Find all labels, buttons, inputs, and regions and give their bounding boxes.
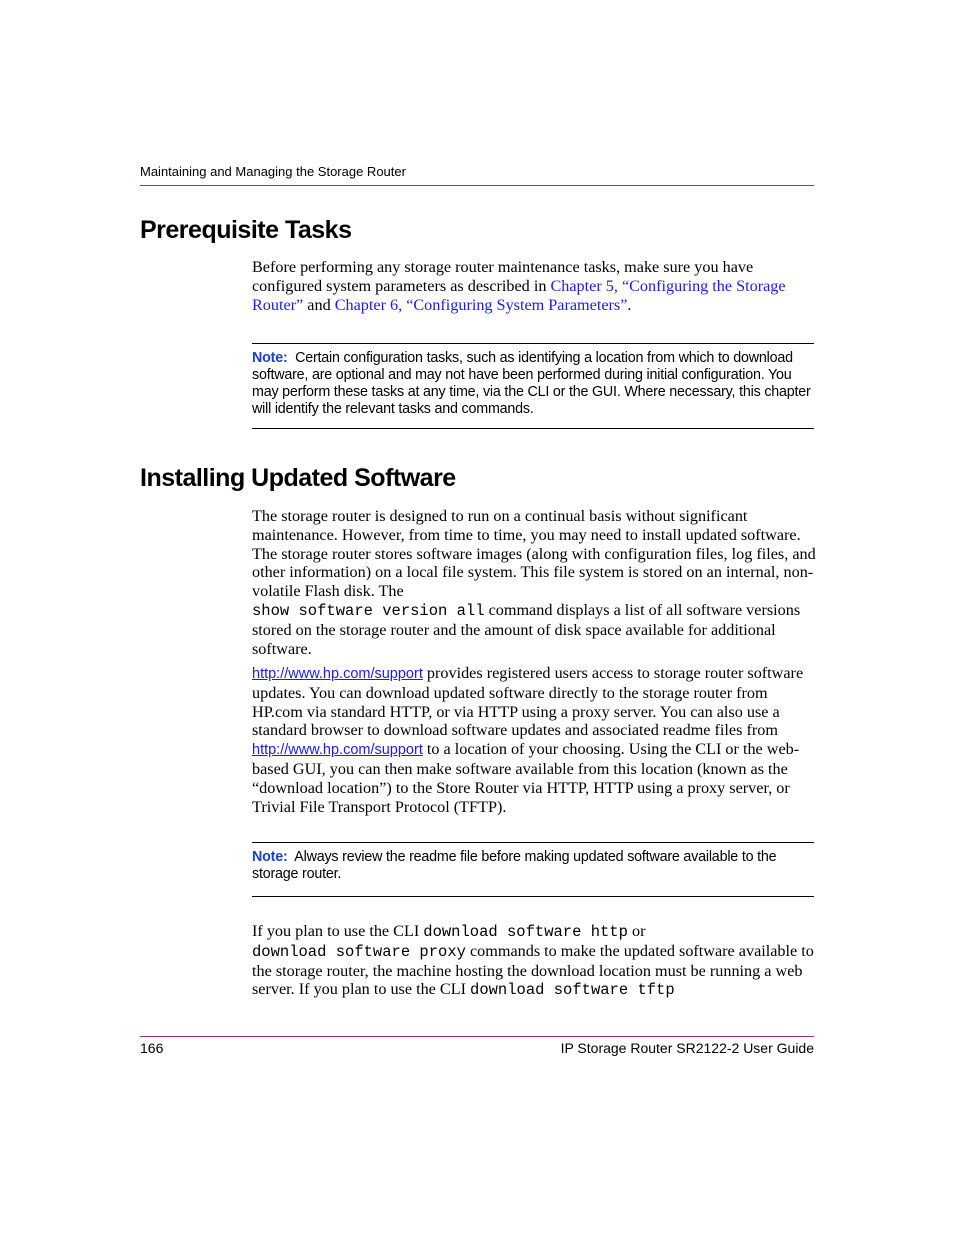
hp-support-link[interactable]: http://www.hp.com/support xyxy=(252,666,423,682)
text-run: . xyxy=(627,295,632,314)
chapter5-link[interactable]: Chapter 5, “Configuring the Storage Router” xyxy=(252,276,786,314)
note-1 xyxy=(252,350,814,418)
text-run: and xyxy=(303,295,335,314)
page-number: 166 xyxy=(140,1040,164,1056)
text-run: The storage router is designed to run on a continual basis without significant maintenance. However, from time to time, you may need to install updated software. The storage router stores software images (along with configuration files, log files, and other information) on a local file system. This file system is stored on an internal, non-volatile Flash disk. The xyxy=(252,507,816,601)
note-box-2 xyxy=(252,842,814,897)
note-2 xyxy=(252,849,814,883)
hp-support-link-2[interactable]: http://www.hp.com/support xyxy=(252,742,423,759)
guide-title: IP Storage Router SR2122-2 User Guide xyxy=(560,1040,814,1056)
text-run: or xyxy=(627,922,646,940)
code-show-software-version: show software version all xyxy=(252,601,485,620)
text-run: commands to make the updated software available to the storage router, the machine hosting the download location must be running a web server. If you plan to use the CLI xyxy=(252,941,814,999)
footer-rule xyxy=(140,1036,814,1037)
code-download-tftp: download software tftp xyxy=(470,981,675,1000)
code-download-http: download software http xyxy=(423,923,628,941)
running-header: Maintaining and Managing the Storage Router xyxy=(140,164,406,179)
text-run: command displays a list of all software versions stored on the storage router and the amount of disk space available for additional software. xyxy=(252,600,801,658)
installing-paragraph-2 xyxy=(252,664,817,816)
text-run: to a location of your choosing. Using the CLI or the web-based GUI, you can then make software available from this location (known as the “download location”) to the Store Router via HTTP, HTTP using a proxy server, or Trivial File Transport Protocol (TFTP). xyxy=(252,740,800,816)
text-run: provides registered users access to storage router software updates. You can download updated software directly to the storage router from HP.com via standard HTTP, or via HTTP using a proxy server. You can also use a standard browser to download software updates and associated readme files from xyxy=(252,664,804,740)
note-label: Note: xyxy=(252,849,288,865)
text-run: Before performing any storage router maintenance tasks, make sure you have configured system parameters as described in xyxy=(252,258,754,295)
installing-paragraph-3 xyxy=(252,922,817,1000)
header-rule xyxy=(140,185,814,186)
note-text: Always review the readme file before making updated software available to the storage router. xyxy=(252,849,777,882)
prerequisite-paragraph xyxy=(252,258,817,314)
note-label: Note: xyxy=(252,350,288,366)
section-title-prerequisite: Prerequisite Tasks xyxy=(140,216,352,244)
note-text: Certain configuration tasks, such as identifying a location from which to download software, are optional and may not have been performed during initial configuration. You may perform these tasks at any time, via the CLI or the GUI. Where necessary, this chapter will identify the relevant tasks and commands. xyxy=(252,350,811,417)
note-box-1 xyxy=(252,343,814,429)
chapter6-link[interactable]: Chapter 6, “Configuring System Parameters” xyxy=(334,295,628,314)
text-run: If you plan to use the CLI xyxy=(252,922,424,940)
section-title-installing: Installing Updated Software xyxy=(140,464,456,492)
installing-paragraph-1 xyxy=(252,507,817,658)
code-download-proxy: download software proxy xyxy=(252,942,466,961)
